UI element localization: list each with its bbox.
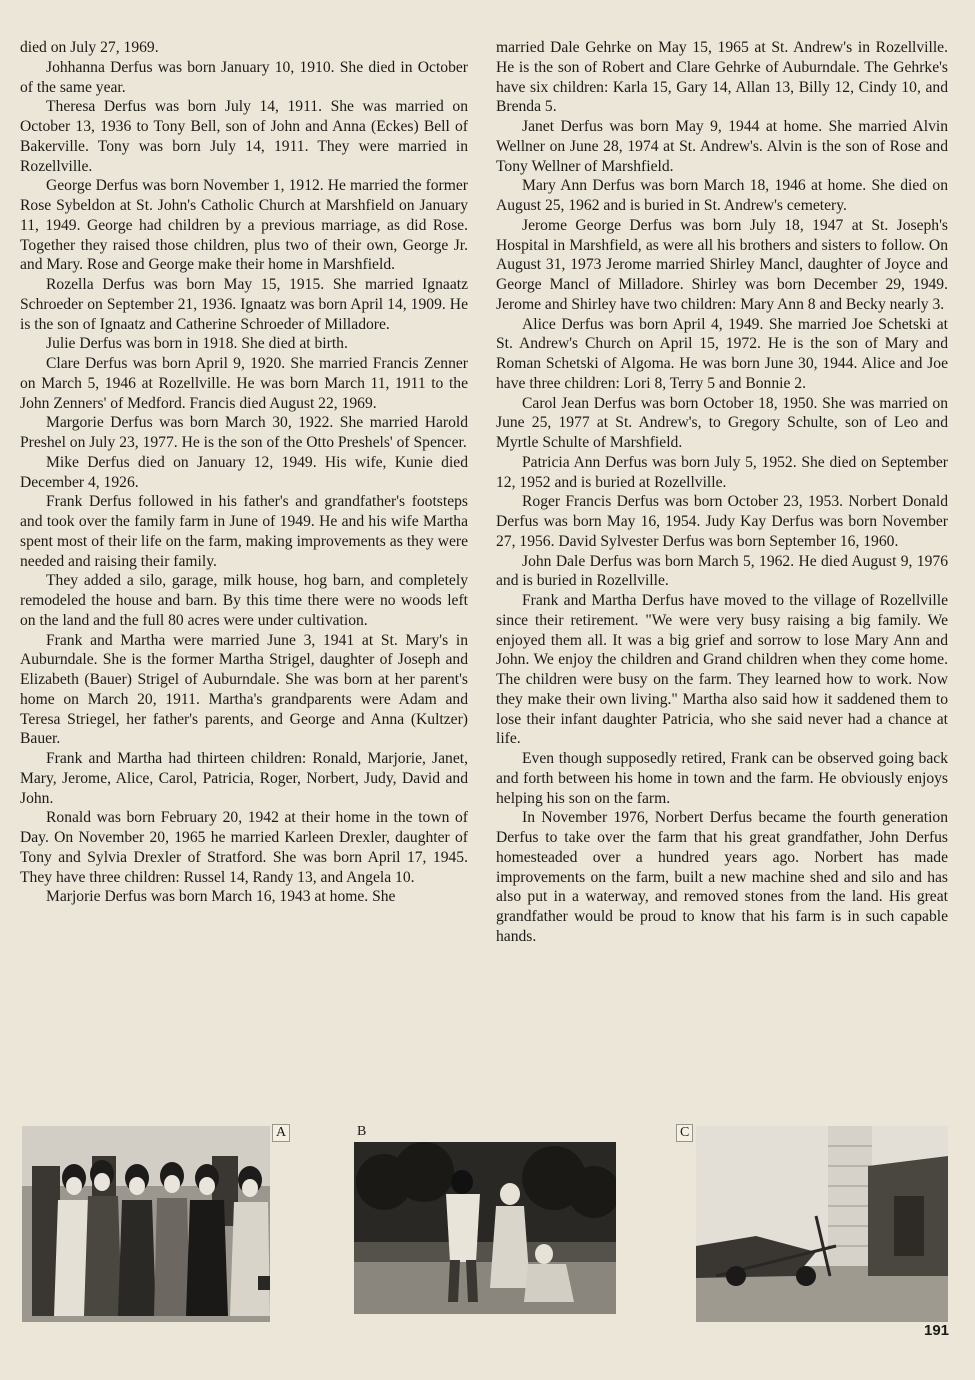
left-column-paragraph: Mike Derfus died on January 12, 1949. His wife, Kunie died December 4, 1926. [20, 453, 468, 491]
right-column-paragraph: In November 1976, Norbert Derfus became the fourth generation Derfus to take over the farm that his great grandfather, John Derfus homesteaded over a hundred years ago. Norbert has made improvements on the farm, built a new machine shed and silo and has also put in a waterway, and removed stones from the land. His great grandfather would be proud to know that his farm is in such capable hands. [496, 809, 948, 945]
photo-c-farm-silo [696, 1126, 948, 1322]
left-column-paragraph: Ronald was born February 20, 1942 at their home in the town of Day. On November 20, 1965 he married Karleen Drexler, daughter of Tony and Sylvia Drexler of Stratford. She was born April 17, 1945. They have three children: Russel 14, Randy 13, and Angela 10. [20, 809, 468, 886]
right-text-column [496, 38, 948, 947]
right-column-paragraph: Patricia Ann Derfus was born July 5, 1952. She died on September 12, 1952 and is buried at Rozellville. [496, 453, 948, 491]
right-column-paragraph: Roger Francis Derfus was born October 23, 1953. Norbert Donald Derfus was born May 16, 1954. Judy Kay Derfus was born November 27, 1956. David Sylvester Derfus was born September 16, 1960. [496, 493, 948, 550]
left-column-paragraph: Johhanna Derfus was born January 10, 1910. She died in October of the same year. [20, 58, 468, 96]
left-column-paragraph: George Derfus was born November 1, 1912. He married the former Rose Sybeldon at St. John's Catholic Church at Marshfield on January 11, 1949. George had children by a previous marriage, as did Rose. Together they raised those children, plus two of their own, George Jr. and Mary. Rose and George make their home in Marshfield. [20, 177, 468, 274]
page-number: 191 [924, 1322, 950, 1339]
right-column-paragraph: Jerome George Derfus was born July 18, 1947 at St. Joseph's Hospital in Marshfield, as were all his brothers and sisters to follow. On August 31, 1973 Jerome married Shirley Mancl, daughter of Joyce and George Mancl of Milladore. Shirley was born December 29, 1949. Jerome and Shirley have two children: Mary Ann 8 and Becky nearly 3. [496, 216, 948, 313]
photo-a-label: A [272, 1124, 290, 1142]
right-column-paragraph: Mary Ann Derfus was born March 18, 1946 at home. She died on August 25, 1962 and is buried in St. Andrew's cemetery. [496, 177, 948, 214]
left-column-paragraph: Frank and Martha were married June 3, 1941 at St. Mary's in Auburndale. She is the former Martha Strigel, daughter of Joseph and Elizabeth (Bauer) Strigel of Auburndale. She was born at her parent's home on March 20, 1911. Martha's grandparents were Adam and Teresa Striegel, her father's parents, and George and Anna (Kultzer) Bauer. [20, 631, 468, 748]
left-column-paragraph: Rozella Derfus was born May 15, 1915. She married Ignaatz Schroeder on September 21, 1936. Ignaatz was born April 14, 1909. He is the son of Ignaatz and Catherine Schroeder of Milladore. [20, 276, 468, 333]
photo-b-label: B [357, 1124, 367, 1139]
left-column-paragraph: Margorie Derfus was born March 30, 1922. She married Harold Preshel on July 23, 1977. He is the son of the Otto Preshels' of Spencer. [20, 414, 468, 451]
photo-c-label: C [676, 1124, 693, 1142]
right-column-paragraph: Alice Derfus was born April 4, 1949. She married Joe Schetski at St. Andrew's Church on April 15, 1972. He is the son of Mary and Roman Schetski of Algoma. He was born June 30, 1944. Alice and Joe have three children: Lori 8, Terry 5 and Bonnie 2. [496, 315, 948, 392]
left-column-paragraph: Marjorie Derfus was born March 16, 1943 at home. She [46, 888, 396, 906]
right-column-paragraph: Even though supposedly retired, Frank can be observed going back and forth between his home in town and the farm. He obviously enjoys helping his son on the farm. [496, 750, 948, 807]
left-text-column [20, 38, 468, 907]
right-column-paragraph: John Dale Derfus was born March 5, 1962. He died August 9, 1976 and is buried in Rozellville. [496, 552, 948, 590]
photo-b-family-outdoors [354, 1142, 616, 1314]
left-column-paragraph: Frank and Martha had thirteen children: Ronald, Marjorie, Janet, Mary, Jerome, Alice, Carol, Patricia, Roger, Norbert, Judy, David and John. [20, 750, 468, 807]
right-column-paragraph: Janet Derfus was born May 9, 1944 at home. She married Alvin Wellner on June 28, 1974 at St. Andrew's. Alvin is the son of Rose and Tony Wellner of Marshfield. [496, 118, 948, 175]
left-column-paragraph: Julie Derfus was born in 1918. She died at birth. [46, 335, 348, 353]
left-column-paragraph: Frank Derfus followed in his father's and grandfather's footsteps and took over the family farm in June of 1949. He and his wife Martha spent most of their life on the farm, making improvements as they were needed and raising their family. [20, 493, 468, 570]
left-column-paragraph: Clare Derfus was born April 9, 1920. She married Francis Zenner on March 5, 1946 at Rozellville. He was born March 11, 1911 to the John Zenners' of Medford. Francis died August 22, 1969. [20, 355, 468, 412]
left-column-paragraph: Theresa Derfus was born July 14, 1911. She was married on October 13, 1936 to Tony Bell, son of John and Anna (Eckes) Bell of Bakerville. Tony was born July 14, 1911. They were married in Rozellville. [20, 98, 468, 175]
right-column-paragraph: married Dale Gehrke on May 15, 1965 at St. Andrew's in Rozellville. He is the son of Robert and Clare Gehrke of Auburndale. The Gehrke's have six children: Karla 15, Gary 14, Allan 13, Billy 12, Cindy 10, and Brenda 5. [496, 39, 948, 116]
left-column-paragraph: They added a silo, garage, milk house, hog barn, and completely remodeled the house and barn. By this time there were no woods left on the land and the full 80 acres were under cultivation. [20, 572, 468, 629]
photo-a-group-of-women [22, 1126, 270, 1322]
right-column-paragraph: Carol Jean Derfus was born October 18, 1950. She was married on June 25, 1977 at St. Andrew's, to Gregory Schulte, son of Leo and Myrtle Schulte of Marshfield. [496, 394, 948, 451]
left-column-paragraph: died on July 27, 1969. [20, 39, 159, 56]
right-column-paragraph: Frank and Martha Derfus have moved to the village of Rozellville since their retirement. "We were very busy raising a big family. We enjoyed them all. It was a big grief and sorrow to lose Mary Ann and John. We enjoy the children and Grand children when they come home. The children were busy on the farm. They learned how to work. Now they make their own living." Martha also said how it saddened them to lose their infant daughter Patricia, who she said never had a chance at life. [496, 592, 948, 748]
